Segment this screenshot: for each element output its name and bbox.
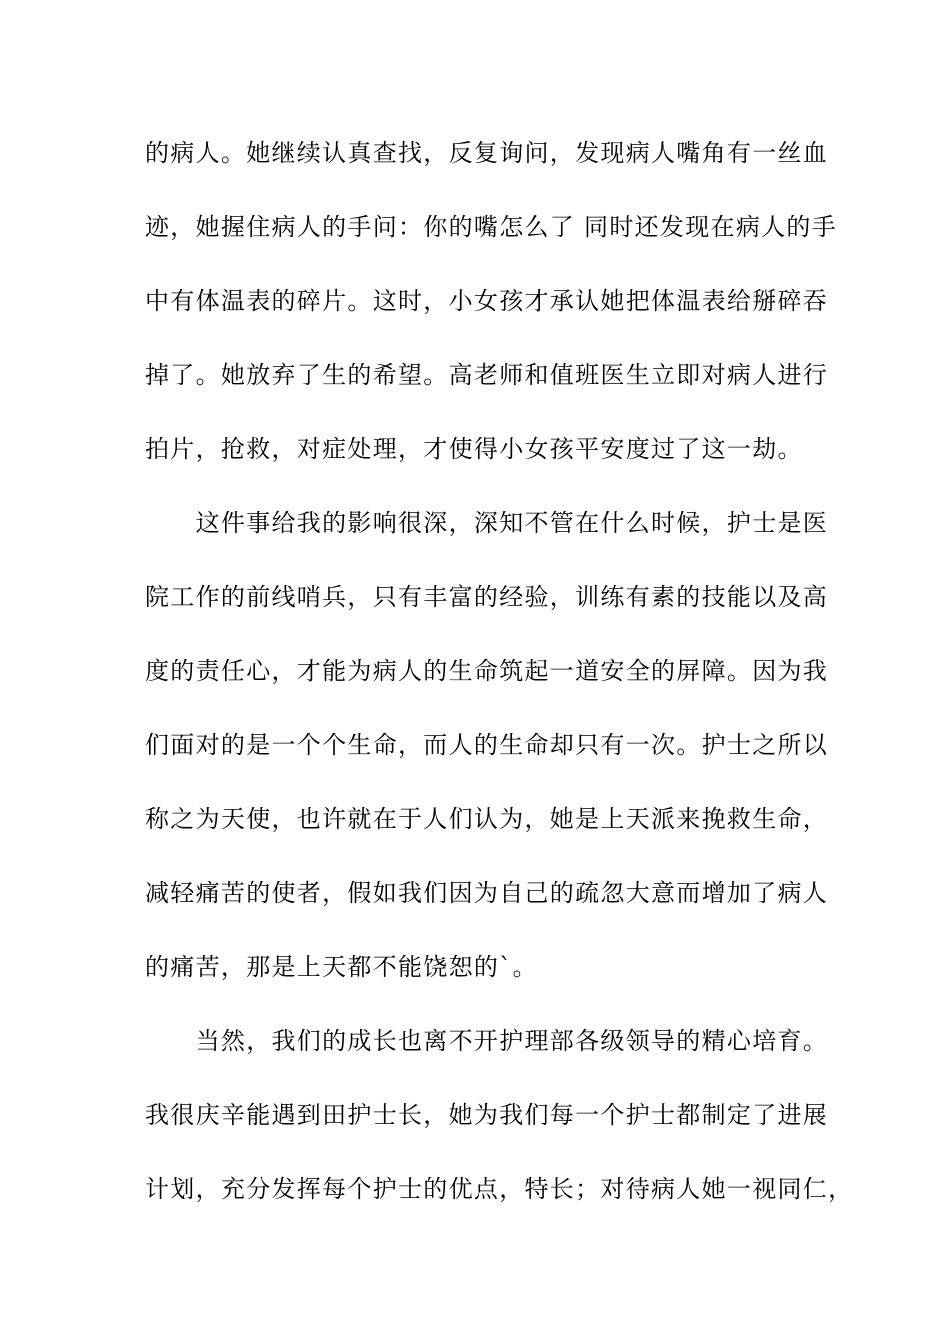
text-line-2: 迹，她握住病人的手问：你的嘴怎么了 同时还发现在病人的手: [145, 213, 838, 241]
text-line-15: 计划，充分发挥每个护士的优点，特长；对待病人她一视同仁，: [145, 1175, 854, 1203]
text-line-7: 院工作的前线哨兵，只有丰富的经验，训练有素的技能以及高: [145, 583, 829, 611]
document-text: [145, 127, 854, 1237]
text-line-14: 我很庆辛能遇到田护士长，她为我们每一个护士都制定了进展: [145, 1101, 829, 1129]
text-line-1: 的病人。她继续认真查找，反复询问，发现病人嘴角有一丝血: [145, 139, 829, 167]
text-line-10: 称之为天使，也许就在于人们认为，她是上天派来挽救生命，: [145, 805, 829, 833]
text-line-3: 中有体温表的碎片。这时，小女孩才承认她把体温表给掰碎吞: [145, 287, 829, 315]
text-line-9: 们面对的是一个个生命，而人的生命却只有一次。护士之所以: [145, 731, 829, 759]
text-line-13: 当然，我们的成长也离不开护理部各级领导的精心培育。: [145, 1027, 829, 1055]
text-line-12: 的痛苦，那是上天都不能饶恕的`。: [145, 953, 538, 981]
text-line-4: 掉了。她放弃了生的希望。高老师和值班医生立即对病人进行: [145, 361, 829, 389]
text-line-8: 度的责任心，才能为病人的生命筑起一道安全的屏障。因为我: [145, 657, 829, 685]
text-line-6: 这件事给我的影响很深，深知不管在什么时候，护士是医: [145, 509, 829, 537]
text-line-5: 拍片，抢救，对症处理，才使得小女孩平安度过了这一劫。: [145, 435, 803, 463]
text-line-11: 减轻痛苦的使者，假如我们因为自己的疏忽大意而增加了病人: [145, 879, 829, 907]
